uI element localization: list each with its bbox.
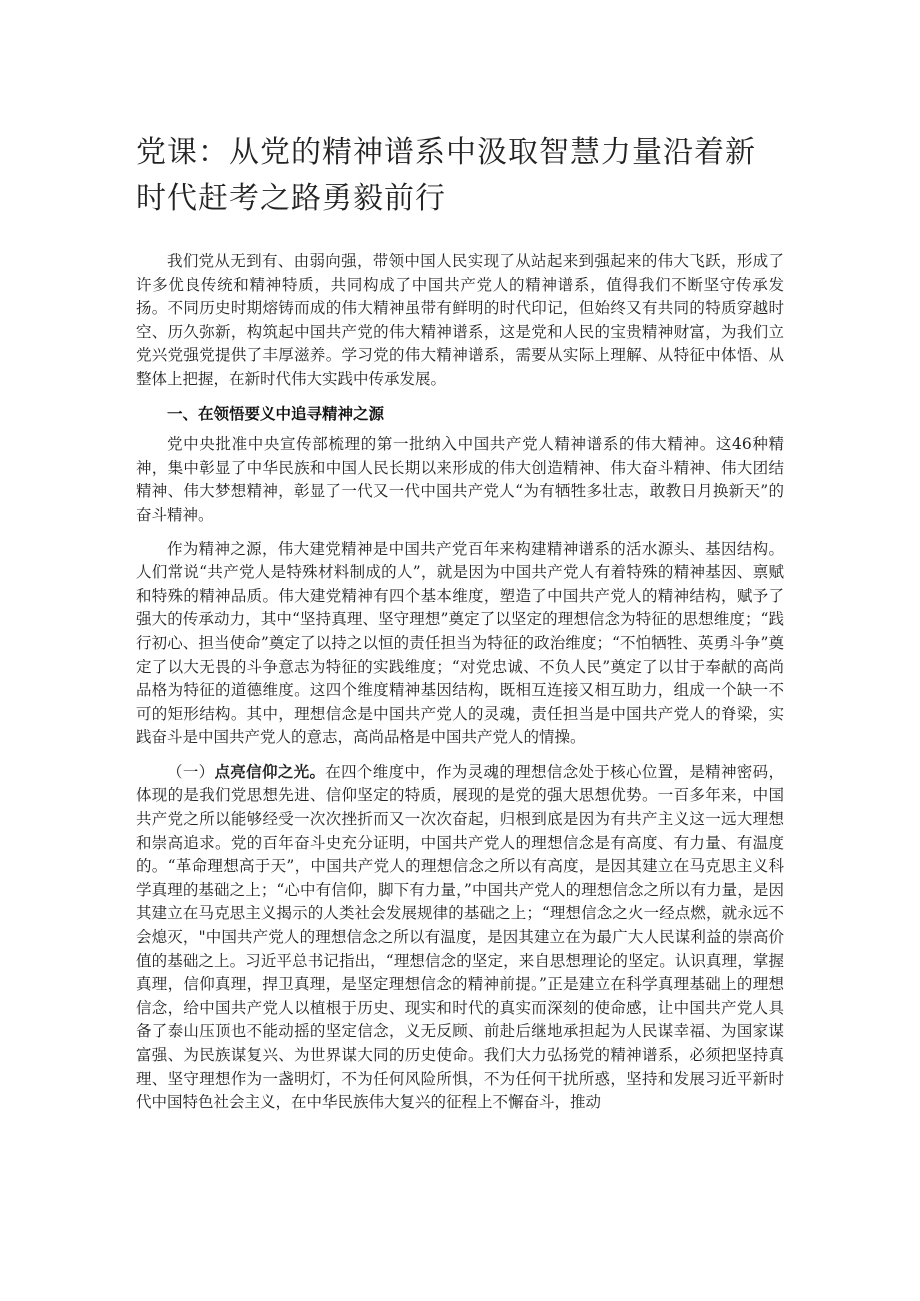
subsection-text: 在四个维度中，作为灵魂的理想信念处于核心位置，是精神密码，体现的是我们党思想先进、信仰坚定的特质，展现的是党的强大思想优势。一百多年来，中国共产党之所以能够经受一次次挫折而又一次次奋起，归根到底是因为有共产主义这一远大理想和崇高追求。党的百年奋斗史充分证明，中国共产党人的理想信念是有高度、有力量、有温度的。“革命理想高于天”，中国共产党人的理想信念之所以有高度，是因其建立在马克思主义科学真理的基础之上；“心中有信仰，脚下有力量，”中国共产党人的理想信念之所以有力量，是因其建立在马克思主义揭示的人类社会发展规律的基础之上；“理想信念之火一经点燃，就永远不会熄灭，"中国共产党人的理想信念之所以有温度，是因其建立在为最广大人民谋利益的崇高价值的基础之上。习近平总书记指出，“理想信念的坚定，来自思想理论的坚定。认识真理，掌握真理，信仰真理，捍卫真理，是坚定理想信念的精神前提。”正是建立在科学真理基础上的理想信念，给中国共产党人以植根于历史、现实和时代的真实而深刻的使命感，让中国共产党人具备了泰山压顶也不能动摇的坚定信念，义无反顾、前赴后继地承担起为人民谋幸福、为国家谋富强、为民族谋复兴、为世界谋大同的历史使命。我们大力弘扬党的精神谱系，必须把坚持真理、坚守理想作为一盏明灯，不为任何风险所惧，不为任何干扰所惑，坚持和发展习近平新时代中国特色社会主义，在中华民族伟大复兴的征程上不懈奋斗，推动 bbox=[136, 762, 784, 1112]
intro-paragraph: 我们党从无到有、由弱向强，带领中国人民实现了从站起来到强起来的伟大飞跃，形成了许多优良传统和精神特质，共同构成了中国共产党人的精神谱系，值得我们不断坚守传承发扬。不同历史时期熔铸而成的伟大精神虽带有鲜明的时代印记，但始终又有共同的特质穿越时空、历久弥新，构筑起中国共产党的伟大精神谱系，这是党和人民的宝贵精神财富，为我们立党兴党强党提供了丰厚滋养。学习党的伟大精神谱系，需要从实际上理解、从特征中体悟、从整体上把握，在新时代伟大实践中传承发展。 bbox=[136, 252, 784, 388]
section-paragraph-1: 党中央批准中央宣传部梳理的第一批纳入中国共产党人精神谱系的伟大精神。这46种精神，集中彰显了中华民族和中国人民长期以来形成的伟大创造精神、伟大奋斗精神、伟大团结精神、伟大梦想精神，彰显了一代又一代中国共产党人“为有牺牲多壮志，敢教日月换新天”的奋斗精神。 bbox=[136, 435, 784, 524]
subsection-paragraph bbox=[136, 760, 784, 1115]
subsection-lead: 点亮信仰之光。 bbox=[214, 761, 326, 781]
section-paragraph-2: 作为精神之源，伟大建党精神是中国共产党百年来构建精神谱系的活水源头、基因结构。人们常说“共产党人是特殊材料制成的人”，就是因为中国共产党人有着特殊的精神基因、禀赋和特殊的精神品质。伟大建党精神有四个基本维度，塑造了中国共产党人的精神结构，赋予了强大的传承动力，其中“坚持真理、坚守理想”奠定了以坚定的理想信念为特征的思想维度；“践行初心、担当使命”奠定了以持之以恒的责任担当为特征的政治维度；“不怕牺牲、英勇斗争”奠定了以大无畏的斗争意志为特征的实践维度；“对党忠诚、不负人民”奠定了以甘于奉献的高尚品格为特征的道德维度。这四个维度精神基因结构，既相互连接又相互助力，组成一个缺一不可的矩形结构。其中，理想信念是中国共产党人的灵魂，责任担当是中国共产党人的脊梁，实践奋斗是中国共产党人的意志，高尚品格是中国共产党人的情操。 bbox=[136, 539, 784, 747]
section-heading: 一、在领悟要义中追寻精神之源 bbox=[167, 403, 385, 423]
document-title: 党课：从党的精神谱系中汲取智慧力量沿着新时代赶考之路勇毅前行 bbox=[136, 135, 756, 216]
subsection-number: （一） bbox=[167, 762, 215, 781]
document-page bbox=[136, 130, 784, 1125]
